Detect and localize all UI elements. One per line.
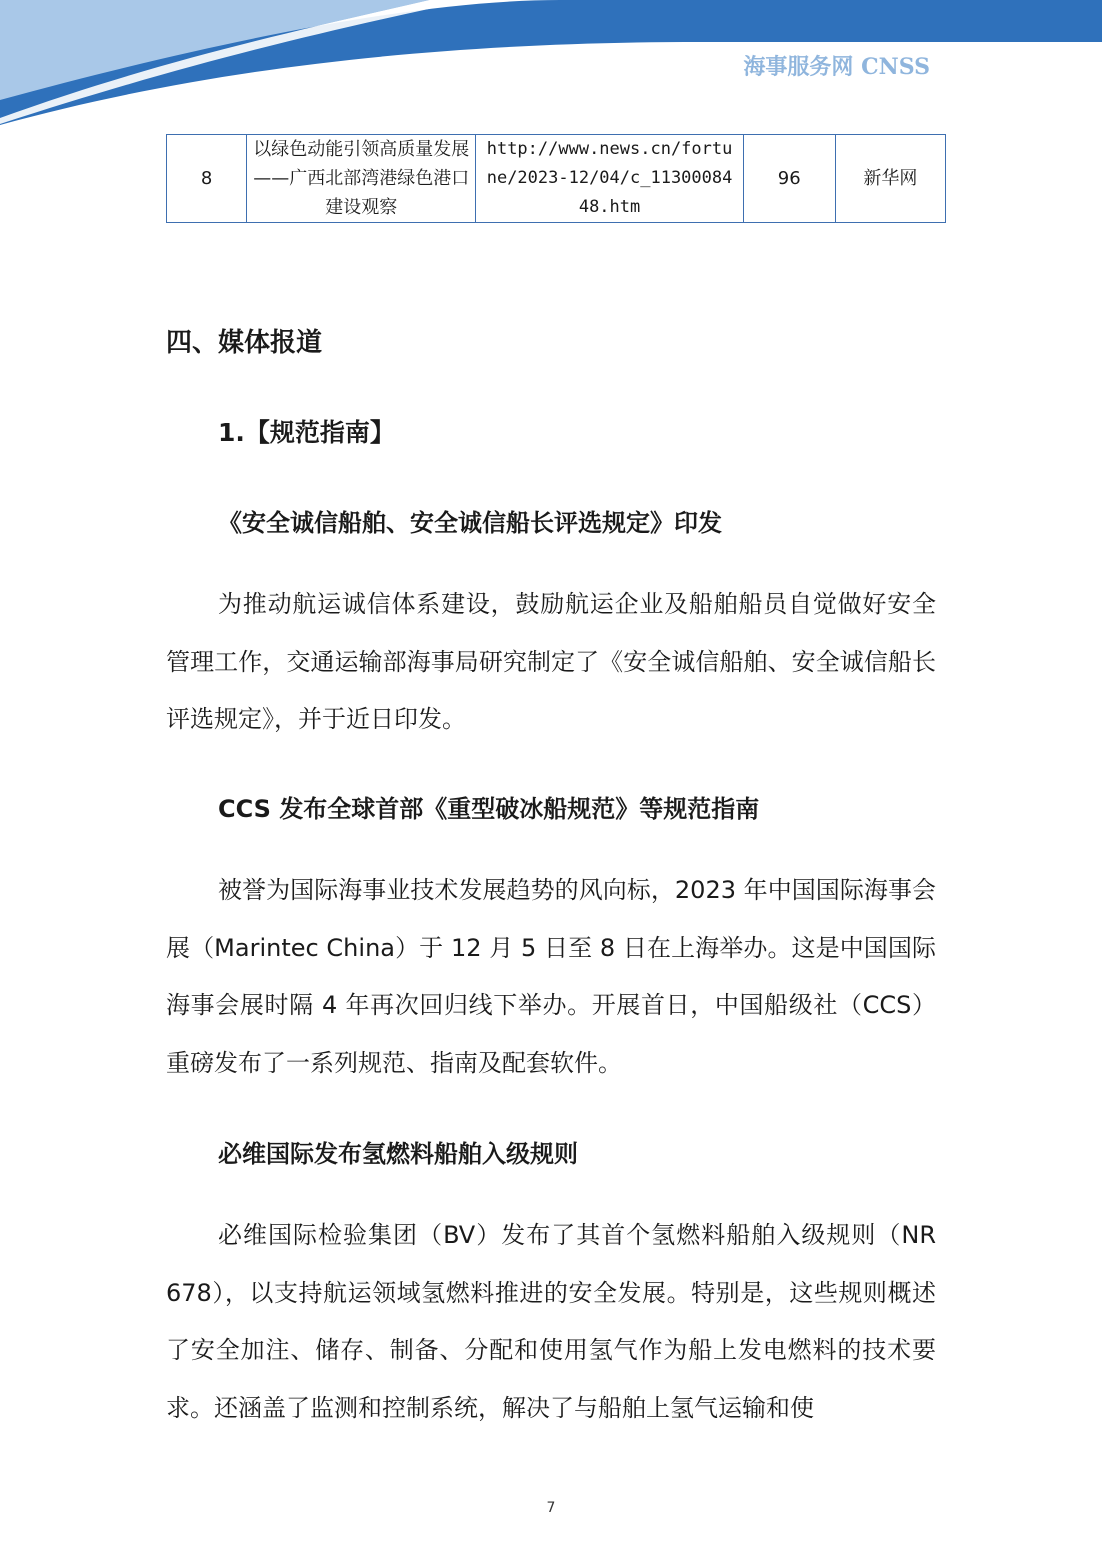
section-heading: 四、媒体报道 [166,328,323,358]
article-body-1: 为推动航运诚信体系建设，鼓励航运企业及船舶船员自觉做好安全管理工作，交通运输部海事局研究制定了《安全诚信船舶、安全诚信船长评选规定》，并于近日印发。 [166,590,936,733]
row-url-link[interactable]: http://www.news.cn/fortune/2023-12/04/c_1130008448.htm [476,135,743,223]
brand-title: 海事服务网 CNSS [743,54,930,80]
table-row [167,135,946,223]
article-body-2: 被誉为国际海事业技术发展趋势的风向标，2023 年中国国际海事会展（Marintec China）于 12 月 5 日至 8 日在上海举办。这是中国国际海事会展时隔 4 年再次回归线下举办。开展首日，中国船级社（CCS）重磅发布了一系列规范、指南及配套软件。 [166,876,936,1077]
row-index: 8 [167,135,247,223]
row-count: 96 [743,135,835,223]
article-body-3: 必维国际检验集团（BV）发布了其首个氢燃料船舶入级规则（NR 678），以支持航运领域氢燃料推进的安全发展。特别是，这些规则概述了安全加注、储存、制备、分配和使用氢气作为船上发电燃料的技术要求。还涵盖了监测和控制系统，解决了与船舶上氢气运输和使 [166,1221,936,1422]
reference-table [166,134,946,223]
article-title-3: 必维国际发布氢燃料船舶入级规则 [218,1140,578,1168]
article-title-2: CCS 发布全球首部《重型破冰船规范》等规范指南 [218,795,760,823]
row-source: 新华网 [835,135,945,223]
page-number: 7 [546,1500,556,1516]
header-decoration [0,0,1102,140]
row-title: 以绿色动能引领高质量发展——广西北部湾港绿色港口建设观察 [247,135,476,223]
section-subheading: 1.【规范指南】 [218,418,395,447]
article-title-1: 《安全诚信船舶、安全诚信船长评选规定》印发 [218,509,722,537]
